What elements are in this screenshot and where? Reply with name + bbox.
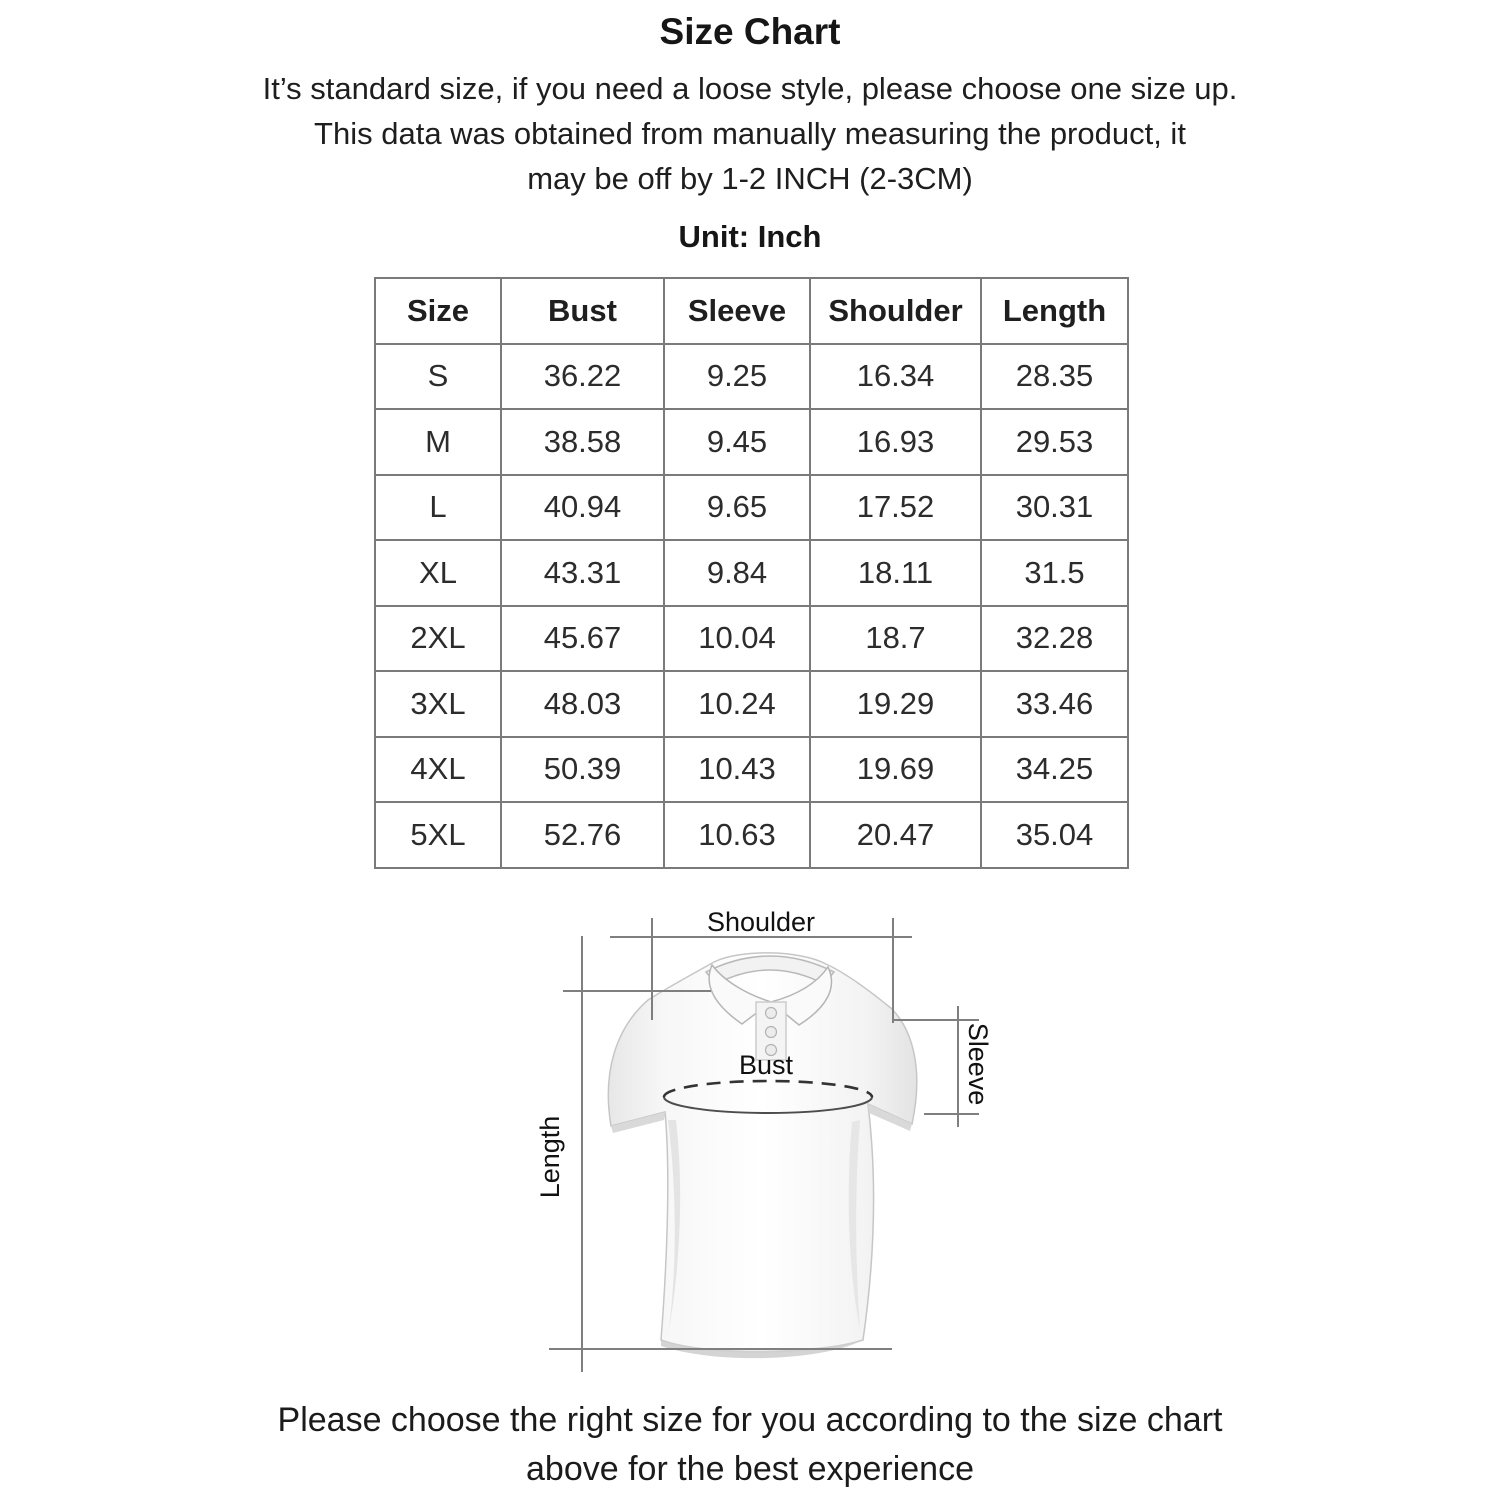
bust-label: Bust (738, 1050, 794, 1080)
size-chart-table (374, 277, 1129, 869)
placket-button (766, 1027, 777, 1038)
description-line-1: It’s standard size, if you need a loose style, please choose one size up. (262, 71, 1238, 106)
cell-bust: 50.39 (501, 737, 664, 803)
cell-length: 34.25 (981, 737, 1128, 803)
cell-bust: 48.03 (501, 671, 664, 737)
table-row (375, 409, 1128, 475)
header-cell-length: Length (981, 278, 1128, 344)
cell-shoulder: 19.69 (810, 737, 981, 803)
cell-length: 32.28 (981, 606, 1128, 672)
footer-line-2: above for the best experience (526, 1450, 974, 1488)
cell-shoulder: 16.34 (810, 344, 981, 410)
header-cell-bust: Bust (501, 278, 664, 344)
unit-label: Unit: Inch (678, 219, 822, 254)
table-row (375, 671, 1128, 737)
cell-sleeve: 10.04 (664, 606, 810, 672)
description-line-2: This data was obtained from manually measuring the product, it (314, 116, 1186, 151)
header-cell-sleeve: Sleeve (664, 278, 810, 344)
cell-length: 35.04 (981, 802, 1128, 868)
page-title: Size Chart (659, 11, 841, 52)
cell-shoulder: 18.11 (810, 540, 981, 606)
table-row (375, 802, 1128, 868)
cell-size: M (375, 409, 501, 475)
cell-bust: 43.31 (501, 540, 664, 606)
cell-bust: 38.58 (501, 409, 664, 475)
description-line-3: may be off by 1-2 INCH (2-3CM) (527, 161, 973, 196)
cell-size: L (375, 475, 501, 541)
cell-sleeve: 10.63 (664, 802, 810, 868)
cell-size: S (375, 344, 501, 410)
cell-sleeve: 9.65 (664, 475, 810, 541)
cell-sleeve: 10.43 (664, 737, 810, 803)
cell-length: 30.31 (981, 475, 1128, 541)
cell-bust: 45.67 (501, 606, 664, 672)
header-cell-size: Size (375, 278, 501, 344)
cell-bust: 52.76 (501, 802, 664, 868)
table-row (375, 606, 1128, 672)
cell-size: XL (375, 540, 501, 606)
shirt-measurement-diagram (520, 893, 1020, 1393)
table-header-row (375, 278, 1128, 344)
cell-shoulder: 19.29 (810, 671, 981, 737)
cell-length: 33.46 (981, 671, 1128, 737)
length-label: Length (535, 1115, 565, 1199)
cell-sleeve: 9.25 (664, 344, 810, 410)
cell-sleeve: 9.84 (664, 540, 810, 606)
table-row (375, 540, 1128, 606)
cell-shoulder: 18.7 (810, 606, 981, 672)
cell-bust: 40.94 (501, 475, 664, 541)
table-row (375, 475, 1128, 541)
header-cell-shoulder: Shoulder (810, 278, 981, 344)
footer-note (0, 1396, 1500, 1494)
footer-line-1: Please choose the right size for you according to the size chart (277, 1401, 1223, 1439)
description (0, 66, 1500, 201)
cell-length: 28.35 (981, 344, 1128, 410)
table-row (375, 737, 1128, 803)
polo-shirt-graphic (608, 953, 916, 1358)
cell-sleeve: 10.24 (664, 671, 810, 737)
cell-shoulder: 17.52 (810, 475, 981, 541)
shoulder-label: Shoulder (706, 907, 816, 937)
cell-length: 31.5 (981, 540, 1128, 606)
cell-bust: 36.22 (501, 344, 664, 410)
sleeve-label: Sleeve (963, 1022, 993, 1106)
cell-size: 4XL (375, 737, 501, 803)
placket-button (766, 1008, 777, 1019)
table-row (375, 344, 1128, 410)
cell-shoulder: 20.47 (810, 802, 981, 868)
cell-sleeve: 9.45 (664, 409, 810, 475)
cell-length: 29.53 (981, 409, 1128, 475)
cell-shoulder: 16.93 (810, 409, 981, 475)
cell-size: 5XL (375, 802, 501, 868)
cell-size: 2XL (375, 606, 501, 672)
cell-size: 3XL (375, 671, 501, 737)
